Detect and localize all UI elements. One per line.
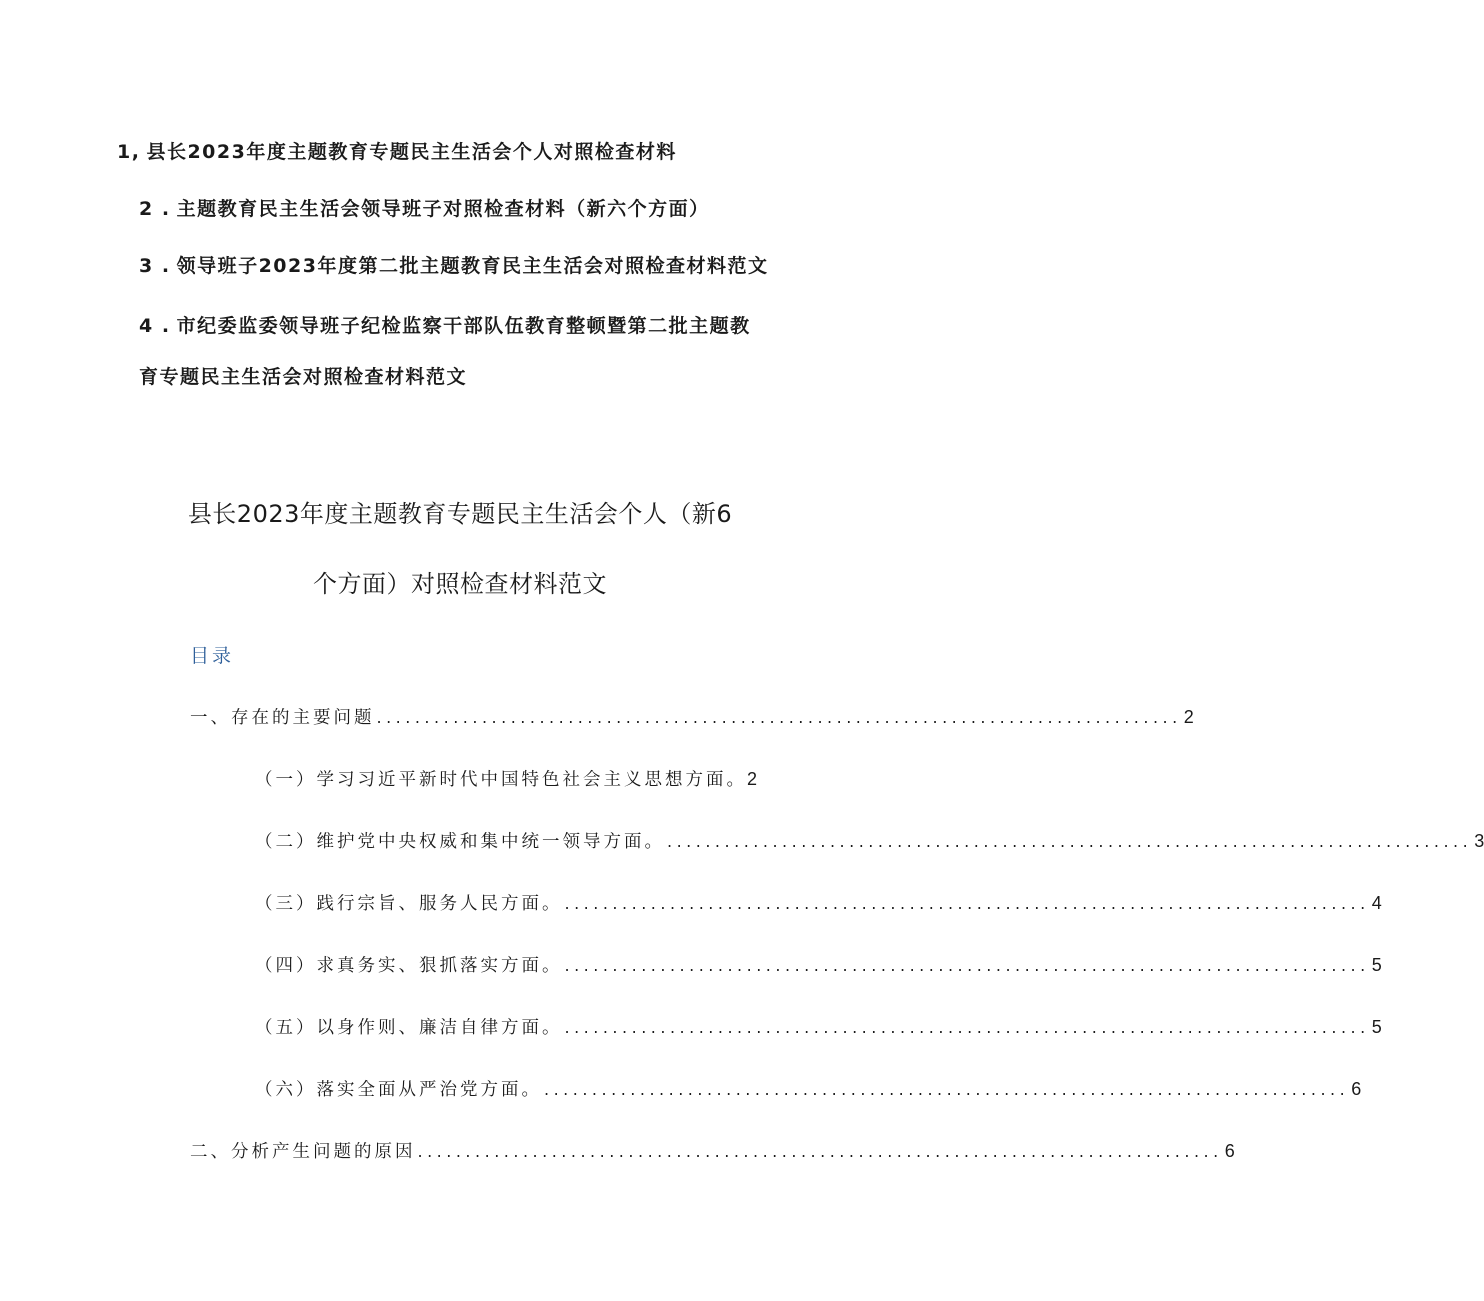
toc-leader-dots: .................................................................................... bbox=[417, 1142, 1223, 1161]
toc-leader-dots: .................................................................................... bbox=[376, 708, 1182, 727]
toc-page-number: 5 bbox=[1371, 1017, 1382, 1037]
list-text: 市纪委监委领导班子纪检监察干部队伍教育整顿暨第二批主题教 bbox=[176, 315, 751, 337]
list-number: 2 . bbox=[139, 198, 171, 220]
toc-page-number: 5 bbox=[1371, 955, 1382, 975]
toc-label: 目录 bbox=[190, 645, 235, 667]
toc-leader-dots: .................................................................................... bbox=[564, 956, 1370, 975]
toc-leader-dots: .................................................................................... bbox=[564, 894, 1370, 913]
document-list-item-2 bbox=[139, 194, 710, 221]
toc-entry-7[interactable] bbox=[255, 1076, 1362, 1101]
toc-page-number: 2 bbox=[747, 769, 758, 789]
toc-entry-2[interactable] bbox=[255, 766, 780, 791]
toc-page-number: 6 bbox=[1351, 1079, 1362, 1099]
toc-page-number: 3 bbox=[1474, 831, 1484, 851]
list-text: 县长2023年度主题教育专题民主生活会个人对照检查材料 bbox=[146, 141, 677, 163]
toc-entry-text: 一、存在的主要问题 bbox=[190, 708, 375, 728]
toc-entry-text: （六）落实全面从严治党方面。 bbox=[255, 1080, 542, 1100]
list-text: 主题教育民主生活会领导班子对照检查材料（新六个方面） bbox=[176, 198, 710, 220]
toc-entry-8[interactable] bbox=[190, 1138, 1235, 1163]
document-list-item-4 bbox=[139, 311, 751, 338]
list-number: 3 . bbox=[139, 255, 171, 277]
toc-entry-text: （五）以身作则、廉洁自律方面。 bbox=[255, 1018, 563, 1038]
toc-entry-text: （三）践行宗旨、服务人民方面。 bbox=[255, 894, 563, 914]
toc-leader-dots: .................................................................................... bbox=[564, 1018, 1370, 1037]
toc-entry-4[interactable] bbox=[255, 890, 1382, 915]
toc-page-number: 6 bbox=[1224, 1141, 1235, 1161]
toc-entry-5[interactable] bbox=[255, 952, 1382, 977]
list-text: 领导班子2023年度第二批主题教育民主生活会对照检查材料范文 bbox=[176, 255, 769, 277]
list-text: 育专题民主生活会对照检查材料范文 bbox=[139, 366, 468, 388]
toc-entry-1[interactable] bbox=[190, 704, 1194, 729]
toc-entry-text: （一）学习习近平新时代中国特色社会主义思想方面。 bbox=[255, 770, 747, 790]
document-title-line-2: 个方面）对照检查材料范文 bbox=[313, 570, 607, 598]
toc-entry-text: （四）求真务实、狠抓落实方面。 bbox=[255, 956, 563, 976]
toc-entry-text: 二、分析产生问题的原因 bbox=[190, 1142, 416, 1162]
toc-leader-dots: .................................................................................... bbox=[544, 1080, 1350, 1099]
document-title-line-1: 县长2023年度主题教育专题民主生活会个人（新6 bbox=[187, 500, 733, 528]
list-number: 1, bbox=[117, 141, 141, 163]
toc-entry-text: （二）维护党中央权威和集中统一领导方面。 bbox=[255, 832, 665, 852]
toc-leader-dots: .................................................................................... bbox=[667, 832, 1473, 851]
toc-entry-6[interactable] bbox=[255, 1014, 1382, 1039]
list-number: 4 . bbox=[139, 315, 171, 337]
document-list-item-4-continuation bbox=[139, 362, 467, 389]
document-list-item-1 bbox=[117, 137, 677, 164]
toc-page-number: 4 bbox=[1371, 893, 1382, 913]
toc-page-number: 2 bbox=[1183, 707, 1194, 727]
document-list-item-3 bbox=[139, 251, 768, 278]
toc-entry-3[interactable] bbox=[255, 828, 1484, 853]
